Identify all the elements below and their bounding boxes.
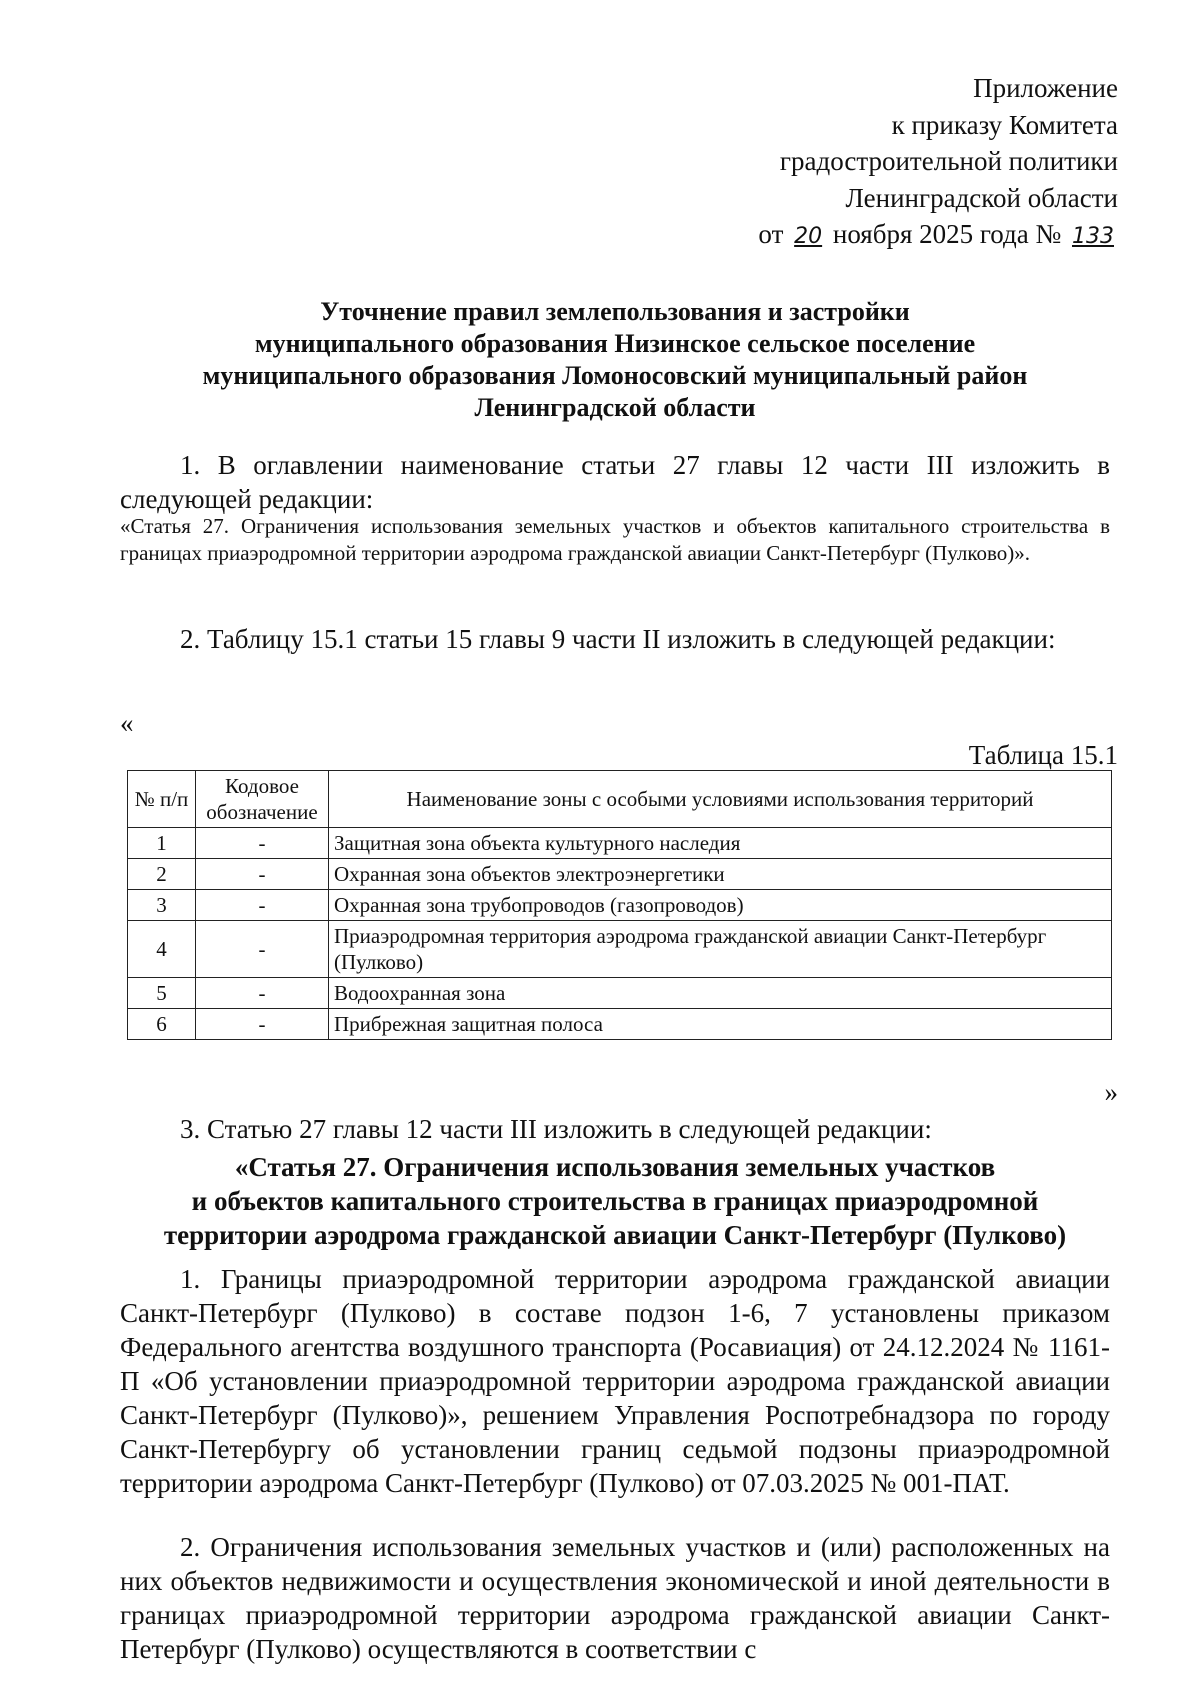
header-line: к приказу Комитета	[891, 109, 1118, 140]
header-line: Приложение	[973, 73, 1118, 103]
row-zone-name: Охранная зона трубопроводов (газопроводов)	[329, 890, 1112, 921]
article-title-line: и объектов капитального строительства в границах приаэродромной	[191, 1186, 1039, 1216]
row-code: -	[196, 1009, 329, 1040]
date-rest: ноября 2025 года №	[832, 219, 1062, 249]
row-zone-name: Прибрежная защитная полоса	[329, 1009, 1112, 1040]
row-number: 5	[128, 978, 196, 1009]
item-3-text: 3. Статью 27 главы 12 части III изложить в следующей редакции:	[180, 1114, 932, 1144]
row-zone-name: Приаэродромная территория аэродрома гражданской авиации Санкт-Петербург (Пулково)	[329, 921, 1112, 978]
title-line: Уточнение правил землепользования и застройки	[320, 297, 910, 326]
handwritten-day: 20	[794, 224, 823, 249]
table-row	[128, 978, 1112, 1009]
row-number: 6	[128, 1009, 196, 1040]
table-row	[128, 921, 1112, 978]
table-quote-close: »	[1104, 1077, 1118, 1107]
item-2-text: 2. Таблицу 15.1 статьи 15 главы 9 части II изложить в следующей редакции:	[180, 624, 1056, 654]
zones-table	[127, 770, 1112, 1040]
article-title-line: территории аэродрома гражданской авиации Санкт-Петербург (Пулково)	[163, 1220, 1067, 1250]
article-27-title	[120, 1150, 1110, 1252]
row-code: -	[196, 921, 329, 978]
title-line: муниципального образования Низинское сельское поселение	[254, 329, 976, 358]
header-date-line	[758, 216, 1118, 256]
header-zone-name: Наименование зоны с особыми условиями использования территорий	[329, 771, 1112, 828]
row-zone-name: Водоохранная зона	[329, 978, 1112, 1009]
table-caption: Таблица 15.1	[968, 740, 1118, 770]
row-number: 4	[128, 921, 196, 978]
item-1-quote: «Статья 27. Ограничения использования земельных участков и объектов капитального строительства в границах приаэродромной территории аэродрома гражданской авиации Санкт-Петербург (Пулково)».	[120, 514, 1110, 565]
row-zone-name: Охранная зона объектов электроэнергетики	[329, 859, 1112, 890]
table-row	[128, 890, 1112, 921]
item-1-text: 1. В оглавлении наименование статьи 27 главы 12 части III изложить в следующей редакции:	[120, 450, 1110, 514]
table-row	[128, 828, 1112, 859]
date-prefix: от	[758, 219, 784, 249]
row-code: -	[196, 859, 329, 890]
row-number: 1	[128, 828, 196, 859]
row-number: 2	[128, 859, 196, 890]
table-row	[128, 859, 1112, 890]
appendix-header	[758, 70, 1118, 256]
row-zone-name: Защитная зона объекта культурного наследия	[329, 828, 1112, 859]
article-paragraph-1: 1. Границы приаэродромной территории аэродрома гражданской авиации Санкт-Петербург (Пулково) в составе подзон 1-6, 7 установлены приказом Федерального агентства воздушного транспорта (Росавиация) от 24.12.2024 № 1161-П «Об установлении приаэродромной территории аэродрома гражданской авиации Санкт-Петербург (Пулково)», решением Управления Роспотребнадзора по городу Санкт-Петербургу об установлении границ седьмой подзоны приаэродромной территории аэродрома Санкт-Петербург (Пулково) от 07.03.2025 № 001-ПАТ.	[120, 1264, 1110, 1498]
title-line: Ленинградской области	[474, 393, 756, 422]
article-title-line: «Статья 27. Ограничения использования земельных участков	[234, 1152, 996, 1182]
table-row	[128, 1009, 1112, 1040]
header-line: Ленинградской области	[845, 182, 1118, 213]
document-title	[120, 296, 1110, 424]
header-line: градостроительной политики	[779, 146, 1118, 176]
article-paragraph-2: 2. Ограничения использования земельных участков и (или) расположенных на них объектов недвижимости и осуществления экономической и иной деятельности в границах приаэродромной территории аэродрома гражданской авиации Санкт-Петербург (Пулково) осуществляются в соответствии с	[120, 1532, 1110, 1664]
row-code: -	[196, 828, 329, 859]
header-number: № п/п	[128, 771, 196, 828]
row-code: -	[196, 890, 329, 921]
table-header-row	[128, 771, 1112, 828]
header-code: Кодовое обозначение	[196, 771, 329, 828]
title-line: муниципального образования Ломоносовский муниципальный район	[202, 361, 1028, 390]
table-quote-open: «	[120, 708, 134, 738]
row-code: -	[196, 978, 329, 1009]
handwritten-order-number: 133	[1072, 224, 1114, 249]
row-number: 3	[128, 890, 196, 921]
